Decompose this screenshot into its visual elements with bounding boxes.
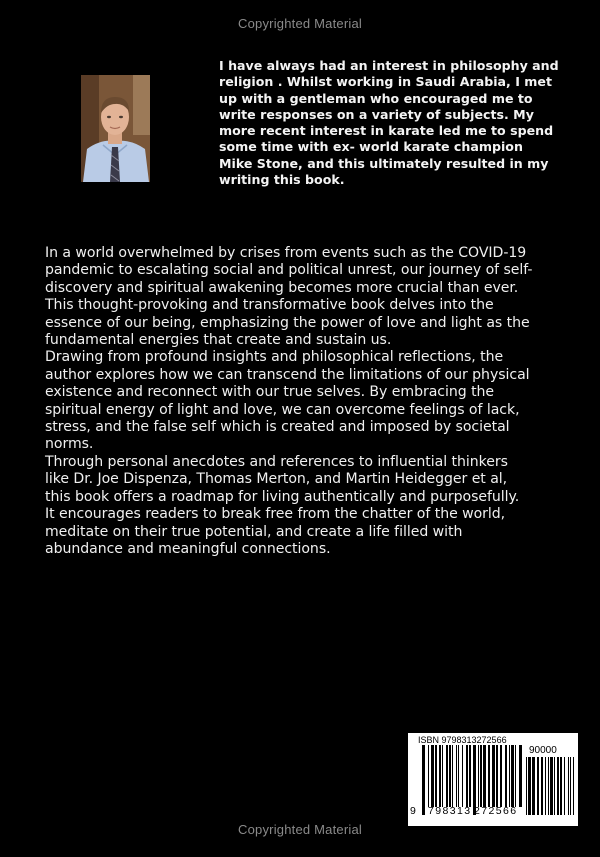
description-line: norms.	[45, 436, 94, 453]
author-photo	[81, 75, 150, 182]
bio-line: religion . Whilst working in Saudi Arabia, I met	[219, 74, 552, 90]
isbn-barcode	[408, 733, 578, 826]
barcode-bar	[515, 745, 516, 807]
barcode-lead-digit: 9	[410, 805, 416, 817]
barcode-bar	[480, 745, 482, 807]
barcode-bar	[505, 745, 507, 807]
barcode-bar	[483, 745, 486, 807]
bio-line: some time with ex- world karate champion	[219, 139, 523, 155]
barcode-bar	[550, 757, 553, 815]
bio-line: up with a gentleman who encouraged me to	[219, 90, 533, 106]
barcode-bar	[554, 757, 555, 815]
barcode-bar	[548, 757, 549, 815]
description-line: spiritual energy of light and love, we can overcome feelings of lack,	[45, 401, 520, 418]
barcode-bar	[428, 745, 429, 807]
description-line: like Dr. Joe Dispenza, Thomas Merton, and Martin Heidegger et al,	[45, 471, 508, 488]
barcode-bar	[452, 745, 453, 807]
barcode-bar	[462, 745, 463, 807]
barcode-bar	[492, 745, 495, 807]
bio-line: write responses on a variety of subjects. My	[219, 106, 534, 122]
description-line: existence and reconnect with our true selves. By embracing the	[45, 384, 495, 401]
barcode-bar	[439, 745, 441, 807]
barcode-bar	[541, 757, 543, 815]
barcode-bar	[564, 757, 565, 815]
barcode-bar	[449, 745, 451, 807]
barcode-bar	[458, 745, 459, 807]
barcode-addon-bars-icon	[526, 757, 574, 815]
barcode-bar	[573, 757, 574, 815]
barcode-bar	[519, 745, 522, 807]
barcode-bar	[422, 745, 425, 815]
barcode-bar	[557, 757, 559, 815]
description-line: abundance and meaningful connections.	[45, 540, 331, 557]
barcode-bar	[545, 757, 546, 815]
description-line: this book offers a roadmap for living authentically and purposefully.	[45, 488, 520, 505]
barcode-left-digits: 798313	[428, 805, 472, 817]
author-bio	[219, 58, 569, 188]
barcode-bar	[496, 745, 498, 807]
description-line: Through personal anecdotes and references to influential thinkers	[45, 453, 508, 470]
description-line: Drawing from profound insights and philosophical reflections, the	[45, 349, 504, 366]
bio-line: I have always had an interest in philosophy and	[219, 58, 559, 73]
barcode-bar	[526, 757, 527, 815]
barcode-bar	[488, 745, 490, 807]
description-line: pandemic to escalating social and political unrest, our journey of self-	[45, 262, 533, 279]
barcode-bar	[442, 745, 443, 807]
description-line: essence of our being, emphasizing the power of love and light as the	[45, 314, 530, 331]
barcode-bar	[511, 745, 514, 807]
description-line: This thought-provoking and transformative book delves into the	[45, 297, 494, 314]
bio-line: writing this book.	[219, 172, 345, 188]
barcode-bar	[528, 757, 531, 815]
copyright-watermark-bottom: Copyrighted Material	[238, 822, 362, 837]
price-code: 90000	[529, 745, 557, 756]
barcode-bar	[509, 745, 510, 807]
barcode-bar	[560, 757, 562, 815]
barcode-bar	[478, 745, 479, 807]
description-line: It encourages readers to break free from the chatter of the world,	[45, 506, 506, 523]
barcode-bar	[431, 745, 434, 807]
bio-line: more recent interest in karate led me to spend	[219, 123, 554, 139]
barcode-bar	[568, 757, 569, 815]
author-portrait-icon	[81, 75, 150, 182]
description-line: In a world overwhelmed by crises from events such as the COVID-19	[45, 245, 527, 261]
book-description	[45, 245, 575, 558]
barcode-bar	[537, 757, 539, 815]
barcode-bar	[456, 745, 457, 807]
copyright-watermark-top: Copyrighted Material	[238, 16, 362, 31]
barcode-bar	[570, 757, 571, 815]
barcode-bar	[446, 745, 448, 807]
barcode-bar	[532, 757, 535, 815]
isbn-label: ISBN 9798313272566	[418, 735, 507, 745]
description-line: author explores how we can transcend the limitations of our physical	[45, 366, 530, 383]
description-line: discovery and spiritual awakening becomes more crucial than ever.	[45, 279, 519, 296]
barcode-right-digits: 272566	[474, 805, 518, 817]
description-line: stress, and the false self which is created and imposed by societal	[45, 419, 510, 436]
description-line: meditate on their true potential, and create a life filled with	[45, 523, 463, 540]
barcode-bar	[466, 745, 468, 807]
barcode-bar	[469, 745, 471, 807]
barcode-bar	[500, 745, 502, 807]
description-line: fundamental energies that create and sustain us.	[45, 332, 392, 349]
bio-line: Mike Stone, and this ultimately resulted in my	[219, 155, 549, 171]
barcode-bar	[435, 745, 437, 807]
